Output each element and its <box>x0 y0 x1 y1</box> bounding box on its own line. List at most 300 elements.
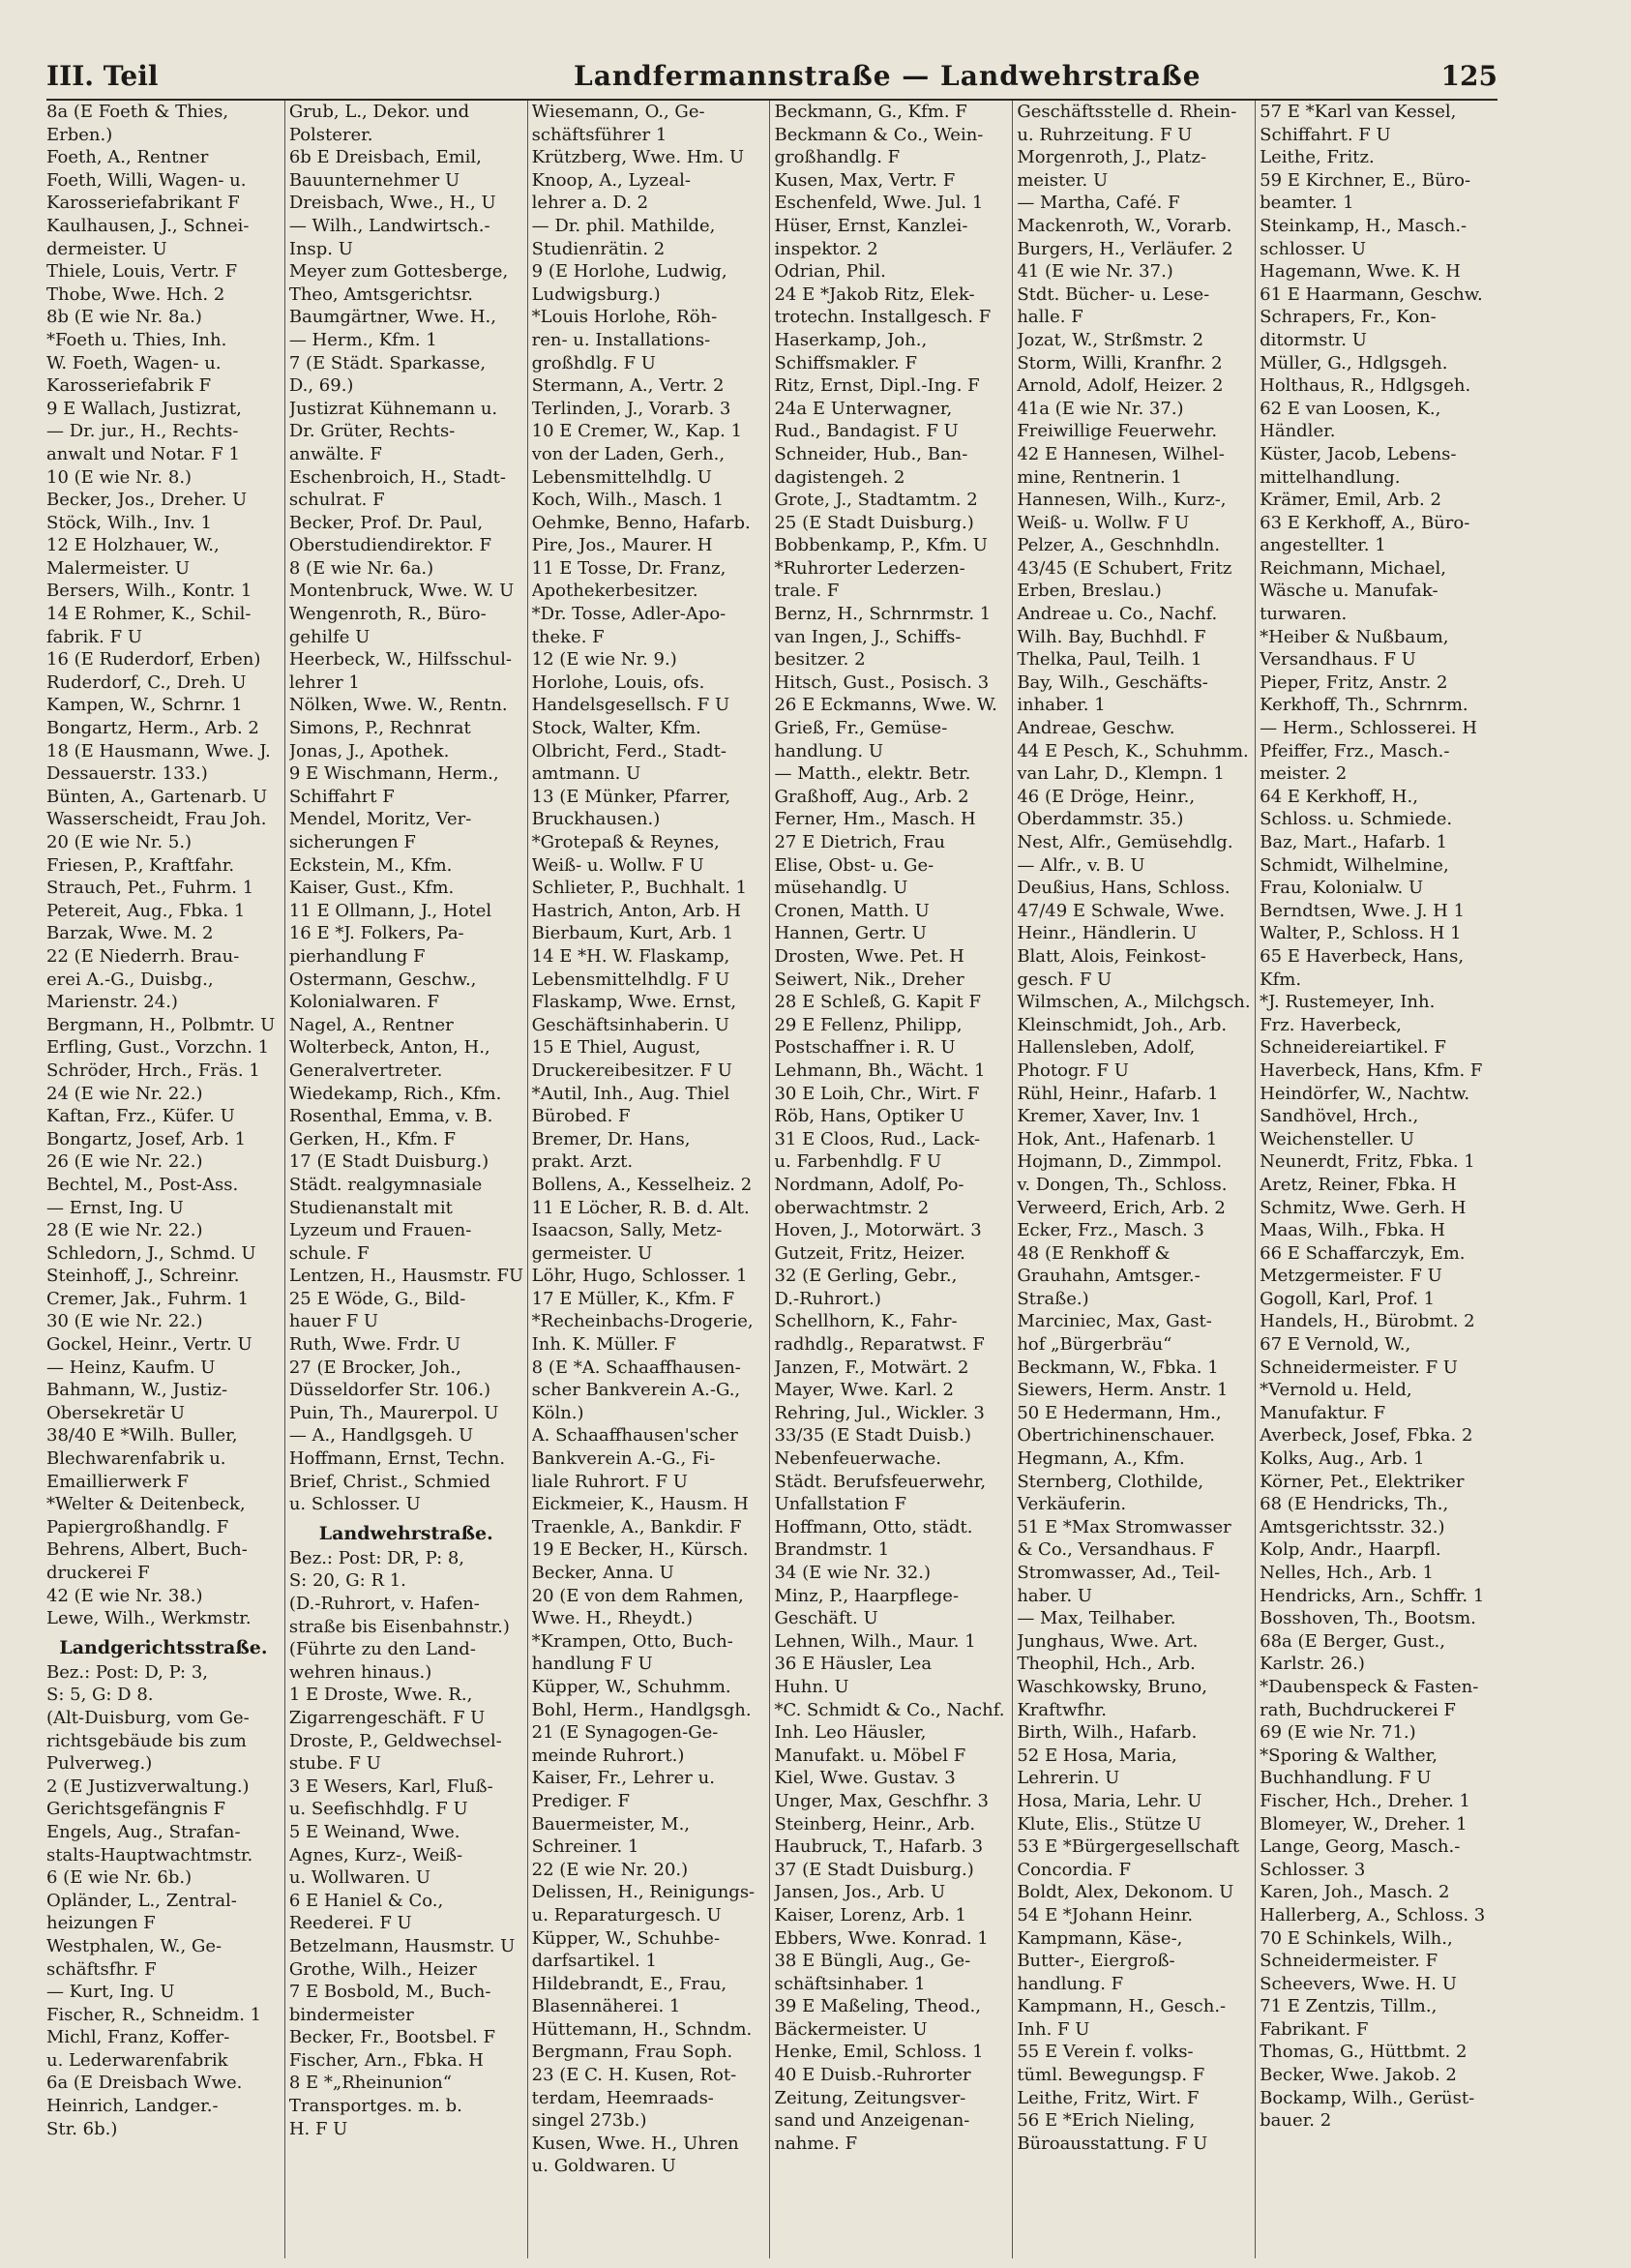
directory-entry: Waschkowsky, Bruno, <box>1017 1676 1207 1697</box>
directory-entry: S: 5, G: D 8. <box>46 1685 154 1706</box>
directory-entry: Geschäftsinhaberin. U <box>531 1014 729 1035</box>
directory-entry: — Matth., elektr. Betr. <box>774 763 971 785</box>
directory-entry: Rehring, Jul., Wickler. 3 <box>774 1402 985 1423</box>
directory-entry: stube. F U <box>288 1753 381 1775</box>
directory-entry: Montenbruck, Wwe. W. U <box>288 581 515 602</box>
directory-entry: Unger, Max, Geschfhr. 3 <box>774 1790 989 1811</box>
directory-entry: 22 (E wie Nr. 20.) <box>531 1859 689 1880</box>
directory-entry: Blasennäherei. 1 <box>531 1996 681 2017</box>
directory-entry: Kfm. <box>1260 969 1302 990</box>
directory-entry: Stermann, A., Vertr. 2 <box>531 375 725 397</box>
directory-entry: Koch, Wilh., Masch. 1 <box>531 490 724 511</box>
directory-entry: Photogr. F U <box>1017 1059 1129 1081</box>
directory-entry: 32 (E Gerling, Gebr., <box>774 1266 958 1287</box>
directory-entry: Wolterbeck, Anton, H., <box>288 1037 490 1059</box>
directory-entry: Bockamp, Wilh., Gerüst- <box>1260 2087 1475 2108</box>
directory-entry: 1 E Droste, Wwe. R., <box>288 1685 473 1706</box>
directory-entry: Bergmann, Frau Soph. <box>531 2042 733 2063</box>
directory-entry: 16 (E Ruderdorf, Erben) <box>46 649 261 671</box>
directory-entry: meister. U <box>1017 169 1109 191</box>
directory-entry: Schiffahrt F <box>288 786 395 807</box>
directory-entry: Grothe, Wilh., Heizer <box>288 1958 477 1980</box>
directory-entry: Schmitz, Wwe. Gerh. H <box>1260 1197 1467 1218</box>
directory-entry: 31 E Cloos, Rud., Lack- <box>774 1128 981 1149</box>
directory-entry: 71 E Zentzis, Tillm., <box>1260 1996 1438 2017</box>
directory-entry: Pieper, Fritz, Anstr. 2 <box>1260 671 1448 693</box>
street-heading: Landgerichtsstraße. <box>59 1636 268 1658</box>
directory-entry: 44 E Pesch, K., Schuhmm. <box>1017 740 1249 761</box>
directory-entry: Druckereibesitzer. F U <box>531 1059 732 1081</box>
directory-entry: Hastrich, Anton, Arb. H <box>531 900 741 921</box>
directory-entry: Metzgermeister. F U <box>1260 1266 1442 1287</box>
directory-entry: Boldt, Alex, Dekonom. U <box>1017 1882 1234 1903</box>
directory-entry: Beckmann, G., Kfm. F <box>774 102 967 122</box>
directory-entry: Krützberg, Wwe. Hm. U <box>531 147 745 168</box>
directory-entry: Kampmann, H., Gesch.- <box>1017 1996 1227 2017</box>
directory-entry: Bez.: Post: D, P: 3, <box>46 1661 209 1683</box>
directory-entry: Henke, Emil, Schloss. 1 <box>774 2042 984 2063</box>
directory-entry: Straße.) <box>1017 1288 1089 1309</box>
directory-entry: Ruth, Wwe. Frdr. U <box>288 1334 461 1356</box>
directory-entry: 37 (E Stadt Duisburg.) <box>774 1859 974 1880</box>
directory-entry: 52 E Hosa, Maria, <box>1017 1745 1177 1766</box>
directory-entry: 19 E Becker, H., Kürsch. <box>531 1539 749 1561</box>
directory-entry: Hitsch, Gust., Posisch. 3 <box>774 671 990 693</box>
directory-entry: Michl, Franz, Koffer- <box>46 2027 230 2048</box>
directory-entry: Haubruck, T., Hafarb. 3 <box>774 1836 984 1858</box>
directory-entry: Städt. realgymnasiale <box>288 1174 483 1195</box>
directory-entry: Zigarrengeschäft. F U <box>288 1707 486 1728</box>
directory-entry: Maas, Wilh., Fbka. H <box>1260 1220 1445 1241</box>
directory-entry: Neunerdt, Fritz, Fbka. 1 <box>1260 1151 1475 1173</box>
directory-entry: 11 E Tosse, Dr. Franz, <box>531 557 727 579</box>
directory-entry: prakt. Arzt. <box>531 1151 634 1173</box>
directory-entry: v. Dongen, Th., Schloss. <box>1017 1174 1228 1195</box>
directory-entry: S: 20, G: R 1. <box>288 1570 406 1592</box>
directory-entry: 55 E Verein f. volks- <box>1017 2042 1194 2063</box>
directory-entry: Löhr, Hugo, Schlosser. 1 <box>531 1266 748 1287</box>
directory-entry: Berndtsen, Wwe. J. H 1 <box>1260 900 1466 921</box>
directory-entry: — Kurt, Ing. U <box>46 1982 175 2003</box>
directory-entry: 11 E Ollmann, J., Hotel <box>288 900 492 921</box>
directory-entry: gesch. F U <box>1017 969 1112 990</box>
directory-entry: Behrens, Albert, Buch- <box>46 1539 248 1561</box>
directory-entry: Reichmann, Michael, <box>1260 557 1446 579</box>
directory-entry: Siewers, Herm. Anstr. 1 <box>1017 1380 1229 1401</box>
directory-entry: Schneidermeister. F U <box>1260 1357 1458 1378</box>
directory-entry: Mackenroth, W., Vorarb. <box>1017 215 1232 236</box>
directory-entry: Verweerd, Erich, Arb. 2 <box>1017 1197 1226 1218</box>
directory-entry: amtmann. U <box>531 763 641 785</box>
directory-entry: sicherungen F <box>288 832 416 852</box>
directory-entry: bauer. 2 <box>1260 2110 1332 2132</box>
directory-entry: terdam, Heemraads- <box>531 2087 714 2108</box>
directory-entry: Ludwigsburg.) <box>531 284 661 305</box>
directory-entry: Odrian, Phil. <box>774 261 886 283</box>
directory-entry: 7 (E Städt. Sparkasse, <box>288 352 487 373</box>
column-5 <box>1012 101 1255 2258</box>
directory-entry: 38 E Büngli, Aug., Ge- <box>774 1951 971 1972</box>
directory-entry: — A., Handlgsgeh. U <box>288 1425 474 1447</box>
directory-entry: Grieß, Fr., Gemüse- <box>774 718 948 739</box>
directory-entry: Buchhandlung. F U <box>1260 1768 1432 1789</box>
directory-entry: Bruckhausen.) <box>531 809 661 830</box>
directory-entry: Schiffsmakler. F <box>774 352 917 373</box>
directory-entry: Reederei. F U <box>288 1913 412 1934</box>
directory-entry: — Max, Teilhaber. <box>1017 1608 1176 1629</box>
directory-entry: Handelsgesellsch. F U <box>531 695 730 716</box>
directory-entry: u. Lederwarenfabrik <box>46 2049 228 2071</box>
directory-entry: Nagel, A., Rentner <box>288 1014 454 1035</box>
directory-entry: Arnold, Adolf, Heizer. 2 <box>1017 375 1224 397</box>
directory-entry: 26 (E wie Nr. 22.) <box>46 1151 203 1173</box>
directory-entry: Schneidermeister. F <box>1260 1951 1438 1972</box>
directory-entry: radhdlg., Reparatwst. F <box>774 1334 985 1356</box>
directory-entry: Bez.: Post: DR, P: 8, <box>288 1547 465 1568</box>
directory-entry: Müller, G., Hdlgsgeh. <box>1260 352 1448 373</box>
directory-entry: — Ernst, Ing. U <box>46 1197 184 1218</box>
directory-entry: Elise, Obst- u. Ge- <box>774 854 934 876</box>
directory-entry: — Dr. jur., H., Rechts- <box>46 421 239 442</box>
directory-entry: beamter. 1 <box>1260 193 1354 214</box>
directory-entry: Pulverweg.) <box>46 1753 153 1775</box>
directory-entry: tüml. Bewegungsp. F <box>1017 2065 1205 2086</box>
directory-entry: Studienanstalt mit <box>288 1197 453 1218</box>
directory-entry: Lebensmittelhdlg. F U <box>531 969 730 990</box>
directory-entry: Holthaus, R., Hdlgsgeh. <box>1260 375 1471 397</box>
directory-entry: schlosser. U <box>1260 238 1367 259</box>
directory-entry: Gutzeit, Fritz, Heizer. <box>774 1242 965 1264</box>
directory-entry: Bernz, H., Schrnrmstr. 1 <box>774 604 992 625</box>
directory-entry: Bosshoven, Th., Bootsm. <box>1260 1608 1476 1629</box>
directory-entry: Düsseldorfer Str. 106.) <box>288 1380 491 1401</box>
directory-entry: mine, Rentnerin. 1 <box>1017 466 1182 488</box>
directory-entry: Gerichtsgefängnis F <box>46 1799 226 1820</box>
directory-entry: Cronen, Matth. U <box>774 900 930 921</box>
directory-entry: 12 (E wie Nr. 9.) <box>531 649 677 671</box>
column-6 <box>1255 101 1498 2258</box>
directory-entry: Concordia. F <box>1017 1859 1131 1880</box>
directory-entry: Pelzer, A., Geschnhdln. <box>1017 535 1221 556</box>
directory-entry: 28 (E wie Nr. 22.) <box>46 1220 203 1241</box>
directory-entry: Flaskamp, Wwe. Ernst, <box>531 992 737 1013</box>
directory-entry: Pfeiffer, Frz., Masch.- <box>1260 740 1450 761</box>
directory-entry: Köln.) <box>531 1402 584 1423</box>
directory-entry: Bauermeister, M., <box>531 1813 691 1835</box>
directory-entry: Dreisbach, Wwe., H., U <box>288 193 496 214</box>
directory-entry: Studienrätin. 2 <box>531 238 666 259</box>
directory-entry: Schiffahrt. F U <box>1260 124 1391 145</box>
directory-entry: Gogoll, Karl, Prof. 1 <box>1260 1288 1436 1309</box>
directory-entry: 5 E Weinand, Wwe. <box>288 1821 460 1842</box>
directory-entry: Bürobed. F <box>531 1106 631 1127</box>
directory-entry: u. Ruhrzeitung. F U <box>1017 124 1193 145</box>
directory-entry: Delissen, H., Reinigungs- <box>531 1882 756 1903</box>
directory-entry: 24 (E wie Nr. 22.) <box>46 1083 203 1104</box>
directory-entry: Krämer, Emil, Arb. 2 <box>1260 490 1441 511</box>
directory-entry: 68 (E Hendricks, Th., <box>1260 1494 1449 1515</box>
directory-entry: Becker, Anna. U <box>531 1563 674 1583</box>
directory-entry: Westphalen, W., Ge- <box>46 1935 222 1956</box>
directory-entry: 33/35 (E Stadt Duisb.) <box>774 1425 972 1447</box>
directory-entry: 6b E Dreisbach, Emil, <box>288 147 482 168</box>
directory-entry: Theophil, Hch., Arb. <box>1017 1654 1196 1675</box>
directory-entry: *Krampen, Otto, Buch- <box>531 1630 733 1652</box>
directory-entry: großhandlg. F <box>774 147 901 168</box>
directory-entry: Inh. K. Müller. F <box>531 1334 677 1356</box>
directory-entry: 30 (E wie Nr. 22.) <box>46 1311 203 1332</box>
directory-entry: Weichensteller. U <box>1260 1128 1415 1149</box>
directory-entry: Kaiser, Fr., Lehrer u. <box>531 1768 715 1789</box>
directory-entry: 67 E Vernold, W., <box>1260 1334 1411 1356</box>
directory-entry: Küpper, W., Schuhmm. <box>531 1676 731 1697</box>
directory-entry: Drosten, Wwe. Pet. H <box>774 945 964 967</box>
directory-entry: Agnes, Kurz-, Weiß- <box>288 1844 463 1865</box>
directory-entry: Frau, Kolonialw. U <box>1260 878 1424 899</box>
directory-entry: Eickmeier, K., Hausm. H <box>531 1494 749 1515</box>
directory-entry: Kraftwfhr. <box>1017 1699 1108 1720</box>
directory-entry: Insp. U <box>288 238 353 259</box>
directory-entry: 43/45 (E Schubert, Fritz <box>1017 557 1232 579</box>
directory-entry: Hüttemann, H., Schndm. <box>531 2018 753 2040</box>
directory-entry: — Alfr., v. B. U <box>1017 854 1145 876</box>
directory-entry: Bierbaum, Kurt, Arb. 1 <box>531 923 734 944</box>
directory-entry: Marciniec, Max, Gast- <box>1017 1311 1212 1332</box>
directory-entry: Weiß- u. Wollw. F U <box>1017 512 1190 533</box>
directory-entry: 8 (E wie Nr. 6a.) <box>288 557 434 579</box>
directory-entry: Inh. Leo Häusler, <box>774 1722 927 1744</box>
directory-entry: Oehmke, Benno, Hafarb. <box>531 512 751 533</box>
directory-entry: Justizrat Kühnemann u. <box>288 398 498 419</box>
directory-entry: Cremer, Jak., Fuhrm. 1 <box>46 1288 250 1309</box>
directory-entry: schäftsfhr. F <box>46 1958 157 1980</box>
directory-entry: 27 (E Brocker, Joh., <box>288 1357 461 1378</box>
directory-entry: Grote, J., Stadtamtm. 2 <box>774 490 978 511</box>
directory-entry: Burgers, H., Verläufer. 2 <box>1017 238 1233 259</box>
directory-entry: Schrapers, Fr., Kon- <box>1260 307 1437 328</box>
directory-entry: 48 (E Renkhoff & <box>1017 1242 1171 1264</box>
directory-entry: turwaren. <box>1260 604 1348 625</box>
directory-entry: Lehmann, Bh., Wächt. 1 <box>774 1059 986 1081</box>
directory-entry: germeister. U <box>531 1242 653 1264</box>
directory-entry: trale. F <box>774 581 840 602</box>
directory-entry: Mayer, Wwe. Karl. 2 <box>774 1380 954 1401</box>
directory-entry: Karen, Joh., Masch. 2 <box>1260 1882 1450 1903</box>
directory-entry: Schellhorn, K., Fahr- <box>774 1311 958 1332</box>
directory-entry: halle. F <box>1017 307 1083 328</box>
directory-entry: 11 E Löcher, R. B. d. Alt. <box>531 1197 750 1218</box>
directory-entry: Wengenroth, R., Büro- <box>288 604 487 625</box>
directory-entry: Schneider, Hub., Ban- <box>774 443 968 464</box>
directory-entry: Amtsgerichtsstr. 32.) <box>1260 1516 1445 1537</box>
directory-entry: Barzak, Wwe. M. 2 <box>46 923 214 944</box>
directory-entry: Büroausstattung. F U <box>1017 2133 1208 2154</box>
directory-entry: Schlosser. 3 <box>1260 1859 1366 1880</box>
directory-entry: meinde Ruhrort.) <box>531 1745 685 1766</box>
directory-entry: Bergmann, H., Polbmtr. U <box>46 1014 276 1035</box>
directory-entry: Leithe, Fritz. <box>1260 147 1375 168</box>
directory-entry: u. Reparaturgesch. U <box>531 1904 722 1925</box>
directory-entry: Olbricht, Ferd., Stadt- <box>531 740 727 761</box>
directory-entry: trotechn. Installgesch. F <box>774 307 992 328</box>
directory-entry: Transportges. m. b. <box>288 2096 462 2117</box>
directory-entry: Freiwillige Feuerwehr. <box>1017 421 1218 442</box>
directory-entry: 38/40 E *Wilh. Buller, <box>46 1425 238 1447</box>
directory-entry: singel 273b.) <box>531 2110 647 2132</box>
directory-entry: 8a (E Foeth & Thies, <box>46 102 229 122</box>
directory-entry: Versandhaus. F U <box>1260 649 1416 671</box>
column-1 <box>46 101 284 2258</box>
directory-entry: 20 (E wie Nr. 5.) <box>46 832 193 852</box>
directory-entry: 61 E Haarmann, Geschw. <box>1260 284 1483 305</box>
directory-entry: 42 (E wie Nr. 38.) <box>46 1585 203 1606</box>
directory-entry: Handels, H., Bürobmt. 2 <box>1260 1311 1475 1332</box>
directory-entry: darfsartikel. 1 <box>531 1951 657 1972</box>
directory-entry: Ostermann, Geschw., <box>288 969 477 990</box>
directory-entry: Thomas, G., Hüttbmt. 2 <box>1260 2042 1468 2063</box>
directory-entry: 3 E Wesers, Karl, Fluß- <box>288 1776 493 1797</box>
directory-entry: Kampmann, Käse-, <box>1017 1927 1183 1949</box>
directory-entry: Minz, P., Haarpflege- <box>774 1585 960 1606</box>
directory-entry: Wwe. H., Rheydt.) <box>531 1608 693 1629</box>
directory-entry: *Vernold u. Held, <box>1260 1380 1412 1401</box>
directory-entry: 28 E Schleß, G. Kapit F <box>774 992 981 1013</box>
directory-entry: 7 E Bosbold, M., Buch- <box>288 1982 491 2003</box>
directory-entry: Bay, Wilh., Geschäfts- <box>1017 671 1208 693</box>
directory-entry: Lentzen, H., Hausmstr. FU <box>288 1266 523 1287</box>
directory-entry: lehrer 1 <box>288 671 360 693</box>
directory-entry: Sternberg, Clothilde, <box>1017 1471 1204 1492</box>
directory-entry: handlung. F <box>1017 1973 1124 1994</box>
directory-entry: Walter, P., Schloss. H 1 <box>1260 923 1462 944</box>
directory-entry: (Führte zu den Land- <box>288 1639 476 1660</box>
directory-entry: druckerei F <box>46 1563 150 1583</box>
directory-entry: Dessauerstr. 133.) <box>46 763 208 785</box>
directory-entry: Eschenfeld, Wwe. Jul. 1 <box>774 193 984 214</box>
directory-entry: Kusen, Max, Vertr. F <box>774 169 956 191</box>
directory-entry: Scheevers, Wwe. H. U <box>1260 1973 1457 1994</box>
directory-entry: 65 E Haverbeck, Hans, <box>1260 945 1465 967</box>
directory-entry: — Heinz, Kaufm. U <box>46 1357 216 1378</box>
directory-entry: 34 (E wie Nr. 32.) <box>774 1563 932 1583</box>
directory-entry: 59 E Kirchner, E., Büro- <box>1260 169 1471 191</box>
directory-entry: erei A.-G., Duisbg., <box>46 969 214 990</box>
directory-entry: van Lahr, D., Klempn. 1 <box>1017 763 1225 785</box>
directory-entry: 51 E *Max Stromwasser <box>1017 1516 1231 1537</box>
directory-entry: *Welter & Deitenbeck, <box>46 1494 246 1515</box>
directory-entry: 21 (E Synagogen-Ge- <box>531 1722 719 1744</box>
directory-entry: 29 E Fellenz, Philipp, <box>774 1014 963 1035</box>
directory-entry: müsehandlg. U <box>774 878 908 899</box>
directory-entry: Heinrich, Landger.- <box>46 2096 219 2117</box>
directory-entry: Städt. Berufsfeuerwehr, <box>774 1471 987 1492</box>
directory-entry: Unfallstation F <box>774 1494 906 1515</box>
directory-entry: 9 E Wischmann, Herm., <box>288 763 499 785</box>
directory-entry: (Alt-Duisburg, vom Ge- <box>46 1707 250 1728</box>
directory-entry: oberwachtmstr. 2 <box>774 1197 930 1218</box>
directory-entry: *Heiber & Nußbaum, <box>1260 626 1449 647</box>
directory-entry: Hoffmann, Ernst, Techn. <box>288 1448 506 1470</box>
directory-entry: — Herm., Schlosserei. H <box>1260 718 1477 739</box>
directory-entry: Isaacson, Sally, Metz- <box>531 1220 723 1241</box>
directory-entry: lehrer a. D. 2 <box>531 193 649 214</box>
directory-entry: Rosenthal, Emma, v. B. <box>288 1106 493 1127</box>
directory-entry: besitzer. 2 <box>774 649 866 671</box>
directory-entry: Kusen, Wwe. H., Uhren <box>531 2133 739 2154</box>
directory-entry: handlung F U <box>531 1654 653 1675</box>
directory-entry: Rühl, Heinr., Hafarb. 1 <box>1017 1083 1219 1104</box>
directory-entry: Stöck, Wilh., Inv. 1 <box>46 512 212 533</box>
directory-entry: Jonas, J., Apothek. <box>288 740 450 761</box>
directory-entry: Ecker, Frz., Masch. 3 <box>1017 1220 1204 1241</box>
directory-entry: Gerken, H., Kfm. F <box>288 1128 457 1149</box>
directory-entry: hauer F U <box>288 1311 379 1332</box>
directory-entry: Kolks, Aug., Arb. 1 <box>1260 1448 1425 1470</box>
directory-entry: Lyzeum und Frauen- <box>288 1220 472 1241</box>
directory-entry: u. Wollwaren. U <box>288 1867 431 1889</box>
directory-entry: u. Seefischhdlg. F U <box>288 1799 468 1820</box>
directory-entry: Nebenfeuerwache. <box>774 1448 942 1470</box>
directory-entry: Lewe, Wilh., Werkmstr. <box>46 1608 252 1629</box>
directory-entry: 63 E Kerkhoff, A., Büro- <box>1260 512 1470 533</box>
directory-entry: *Grotepaß & Reynes, <box>531 832 720 852</box>
directory-entry: Blatt, Alois, Feinkost- <box>1017 945 1206 967</box>
directory-entry: Haverbeck, Hans, Kfm. F <box>1260 1059 1483 1081</box>
directory-entry: 6 (E wie Nr. 6b.) <box>46 1867 193 1889</box>
column-2 <box>284 101 527 2258</box>
directory-entry: dagistengeh. 2 <box>774 466 905 488</box>
directory-entry: inhaber. 1 <box>1017 695 1106 716</box>
directory-entry: Ferner, Hm., Masch. H <box>774 809 976 830</box>
directory-entry: 36 E Häusler, Lea <box>774 1654 933 1675</box>
directory-entry: Malermeister. U <box>46 557 191 579</box>
directory-entry: Simons, P., Rechnrat <box>288 718 471 739</box>
directory-entry: Rud., Bandagist. F U <box>774 421 959 442</box>
directory-entry: heizungen F <box>46 1913 156 1934</box>
directory-entry: Postschaffner i. R. U <box>774 1037 956 1059</box>
directory-entry: Manufaktur. F <box>1260 1402 1386 1423</box>
directory-entry: 24 E *Jakob Ritz, Elek- <box>774 284 975 305</box>
directory-entry: fabrik. F U <box>46 626 143 647</box>
directory-entry: Foeth, A., Rentner <box>46 147 209 168</box>
directory-entry: Erfling, Gust., Vorzchn. 1 <box>46 1037 270 1059</box>
directory-entry: 46 (E Dröge, Heinr., <box>1017 786 1196 807</box>
directory-entry: Str. 6b.) <box>46 2118 118 2139</box>
directory-entry: Karlstr. 26.) <box>1260 1654 1365 1675</box>
directory-entry: Nordmann, Adolf, Po- <box>774 1174 964 1195</box>
directory-entry: Kerkhoff, Th., Schrnrm. <box>1260 695 1468 716</box>
directory-entry: 2 (E Justizverwaltung.) <box>46 1776 250 1797</box>
directory-entry: Becker, Fr., Bootsbel. F <box>288 2027 495 2048</box>
directory-entry: Brief, Christ., Schmied <box>288 1471 490 1492</box>
directory-entry: Verkäuferin. <box>1017 1494 1127 1515</box>
directory-entry: 20 (E von dem Rahmen, <box>531 1585 744 1606</box>
column-4 <box>769 101 1012 2258</box>
directory-entry: 22 (E Niederrh. Brau- <box>46 945 240 967</box>
directory-entry: Lehrerin. U <box>1017 1768 1120 1789</box>
directory-entry: — Herm., Kfm. 1 <box>288 329 437 350</box>
directory-entry: 10 (E wie Nr. 8.) <box>46 466 193 488</box>
directory-entry: Wilmschen, A., Milchgsch. <box>1017 992 1251 1013</box>
directory-entry: Schröder, Hrch., Fräs. 1 <box>46 1059 260 1081</box>
directory-entry: 50 E Hedermann, Hm., <box>1017 1402 1222 1423</box>
directory-entry: Heerbeck, W., Hilfsschul- <box>288 649 513 671</box>
directory-entry: Ruderdorf, C., Dreh. U <box>46 671 247 693</box>
directory-entry: anwälte. F <box>288 443 382 464</box>
directory-entry: schulrat. F <box>288 490 385 511</box>
directory-entry: Beckmann & Co., Wein- <box>774 124 984 145</box>
directory-entry: H. F U <box>288 2118 348 2139</box>
